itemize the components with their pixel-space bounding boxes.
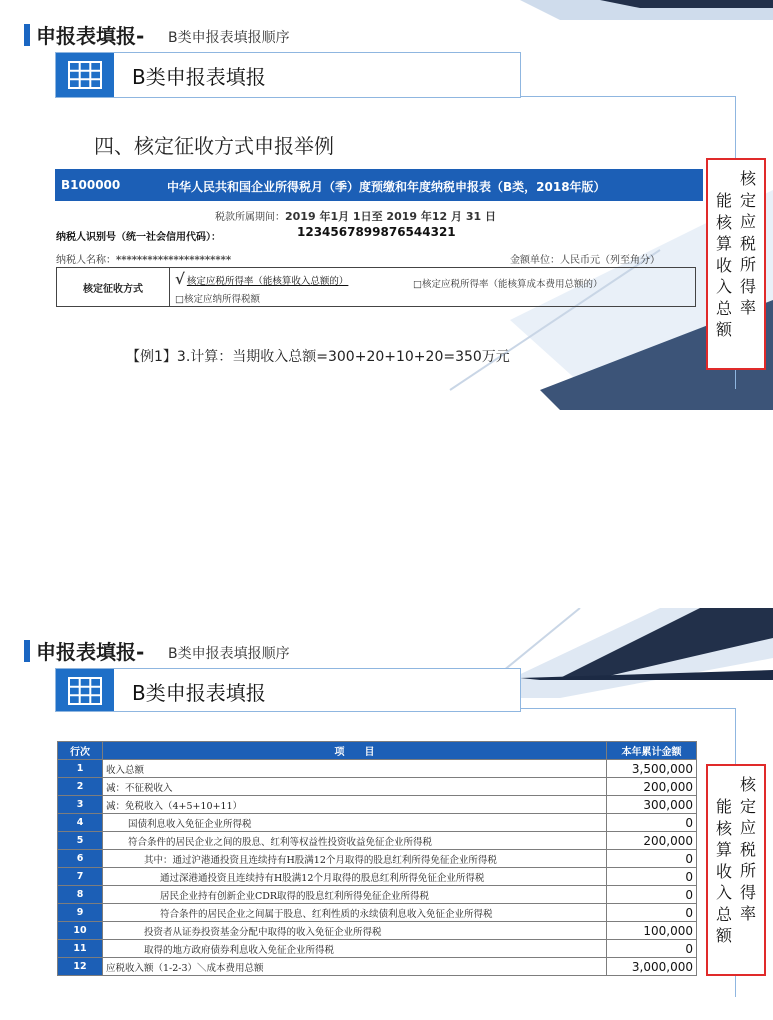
example-calculation: 【例1】3.计算：当期收入总额=300+20+10+20=350万元 [126, 349, 510, 365]
section-header-title: B类申报表填报 [132, 65, 266, 89]
table-row [58, 832, 697, 850]
table-row [58, 850, 697, 868]
header-subtitle: B类申报表填报顺序 [168, 30, 290, 46]
row-number: 1 [58, 760, 103, 778]
table-row [58, 904, 697, 922]
side-note-right: 核定应税所得率 [739, 775, 756, 923]
form-title-band [55, 169, 703, 201]
section-header-box [55, 52, 521, 98]
amount-unit: 金额单位：人民币元（列至角分） [510, 255, 660, 266]
table-row [58, 796, 697, 814]
row-amount: 300,000 [607, 796, 697, 814]
row-item: 减：不征税收入 [103, 778, 607, 796]
header-accent-bar [24, 24, 30, 46]
row-number: 8 [58, 886, 103, 904]
checkmark-icon: √ [175, 270, 185, 288]
taxpayer-id-value: 1234567899876544321 [297, 225, 456, 239]
header-subtitle: B类申报表填报顺序 [168, 646, 290, 662]
row-item: 应税收入额（1-2-3）＼成本费用总额 [103, 958, 607, 976]
taxpayer-name-label: 纳税人名称： [56, 255, 116, 266]
side-note-left: 能核算收入总额 [715, 191, 732, 339]
income-table [57, 741, 697, 976]
section-header-box [55, 668, 521, 712]
collection-method-label: 核定征收方式 [57, 268, 170, 306]
side-note-right: 核定应税所得率 [739, 169, 756, 317]
table-row [58, 760, 697, 778]
row-number: 6 [58, 850, 103, 868]
row-number: 7 [58, 868, 103, 886]
collection-method-box [56, 267, 696, 307]
slide-2 [0, 608, 773, 1018]
taxpayer-id-label: 纳税人识别号（统一社会信用代码）： [56, 232, 221, 243]
table-row [58, 886, 697, 904]
row-amount: 3,500,000 [607, 760, 697, 778]
row-number: 4 [58, 814, 103, 832]
option-cost-rate[interactable]: □核定应税所得率（能核算成本费用总额的） [413, 279, 603, 290]
tax-period-value: 2019 年1月 1日至 2019 年12 月 31 日 [285, 210, 496, 223]
side-note-box [706, 764, 766, 976]
row-amount: 0 [607, 886, 697, 904]
row-amount: 200,000 [607, 832, 697, 850]
table-row [58, 940, 697, 958]
row-number: 10 [58, 922, 103, 940]
option-fixed-amount[interactable]: □核定应纳所得税额 [175, 294, 260, 305]
table-row [58, 922, 697, 940]
grid-table-icon [56, 669, 114, 711]
row-item: 投资者从证券投资基金分配中取得的收入免征企业所得税 [103, 922, 607, 940]
row-item: 符合条件的居民企业之间属于股息、红利性质的永续债利息收入免征企业所得税 [103, 904, 607, 922]
header-item: 项 目 [103, 742, 607, 760]
table-row [58, 868, 697, 886]
row-number: 12 [58, 958, 103, 976]
section-title: 四、核定征收方式申报举例 [94, 134, 334, 158]
tax-period-row [215, 208, 496, 224]
form-code: B100000 [61, 178, 121, 192]
row-number: 5 [58, 832, 103, 850]
table-row [58, 958, 697, 976]
row-item: 符合条件的居民企业之间的股息、红利等权益性投资收益免征企业所得税 [103, 832, 607, 850]
slide-1 [0, 0, 773, 410]
tax-period-label: 税款所属期间： [215, 212, 285, 223]
taxpayer-name-row [56, 251, 231, 266]
row-number: 9 [58, 904, 103, 922]
row-amount: 0 [607, 868, 697, 886]
header-title: 申报表填报- [36, 640, 145, 664]
row-amount: 0 [607, 940, 697, 958]
row-number: 3 [58, 796, 103, 814]
side-note-box [706, 158, 766, 370]
taxpayer-name-value: ********************** [116, 255, 232, 266]
side-note-left: 能核算收入总额 [715, 797, 732, 945]
row-amount: 100,000 [607, 922, 697, 940]
row-amount: 200,000 [607, 778, 697, 796]
header-amount: 本年累计金额 [607, 742, 697, 760]
grid-table-icon [56, 53, 114, 97]
row-item: 其中：通过沪港通投资且连续持有H股满12个月取得的股息红利所得免征企业所得税 [103, 850, 607, 868]
row-item: 减：免税收入（4+5+10+11） [103, 796, 607, 814]
row-item: 国债利息收入免征企业所得税 [103, 814, 607, 832]
form-title: 中华人民共和国企业所得税月（季）度预缴和年度纳税申报表（B类，2018年版） [167, 180, 606, 194]
row-item: 居民企业持有创新企业CDR取得的股息红利所得免征企业所得税 [103, 886, 607, 904]
header-accent-bar [24, 640, 30, 662]
row-amount: 0 [607, 814, 697, 832]
row-item: 收入总额 [103, 760, 607, 778]
row-item: 取得的地方政府债券利息收入免征企业所得税 [103, 940, 607, 958]
row-amount: 3,000,000 [607, 958, 697, 976]
header-title: 申报表填报- [36, 24, 145, 48]
option-revenue-rate[interactable]: √ 核定应税所得率（能核算收入总额的） [175, 270, 349, 288]
table-header-row [58, 742, 697, 760]
row-amount: 0 [607, 850, 697, 868]
header-row-no: 行次 [58, 742, 103, 760]
row-number: 11 [58, 940, 103, 958]
table-row [58, 814, 697, 832]
section-header-title: B类申报表填报 [132, 681, 266, 705]
row-number: 2 [58, 778, 103, 796]
row-amount: 0 [607, 904, 697, 922]
table-row [58, 778, 697, 796]
row-item: 通过深港通投资且连续持有H股满12个月取得的股息红利所得免征企业所得税 [103, 868, 607, 886]
